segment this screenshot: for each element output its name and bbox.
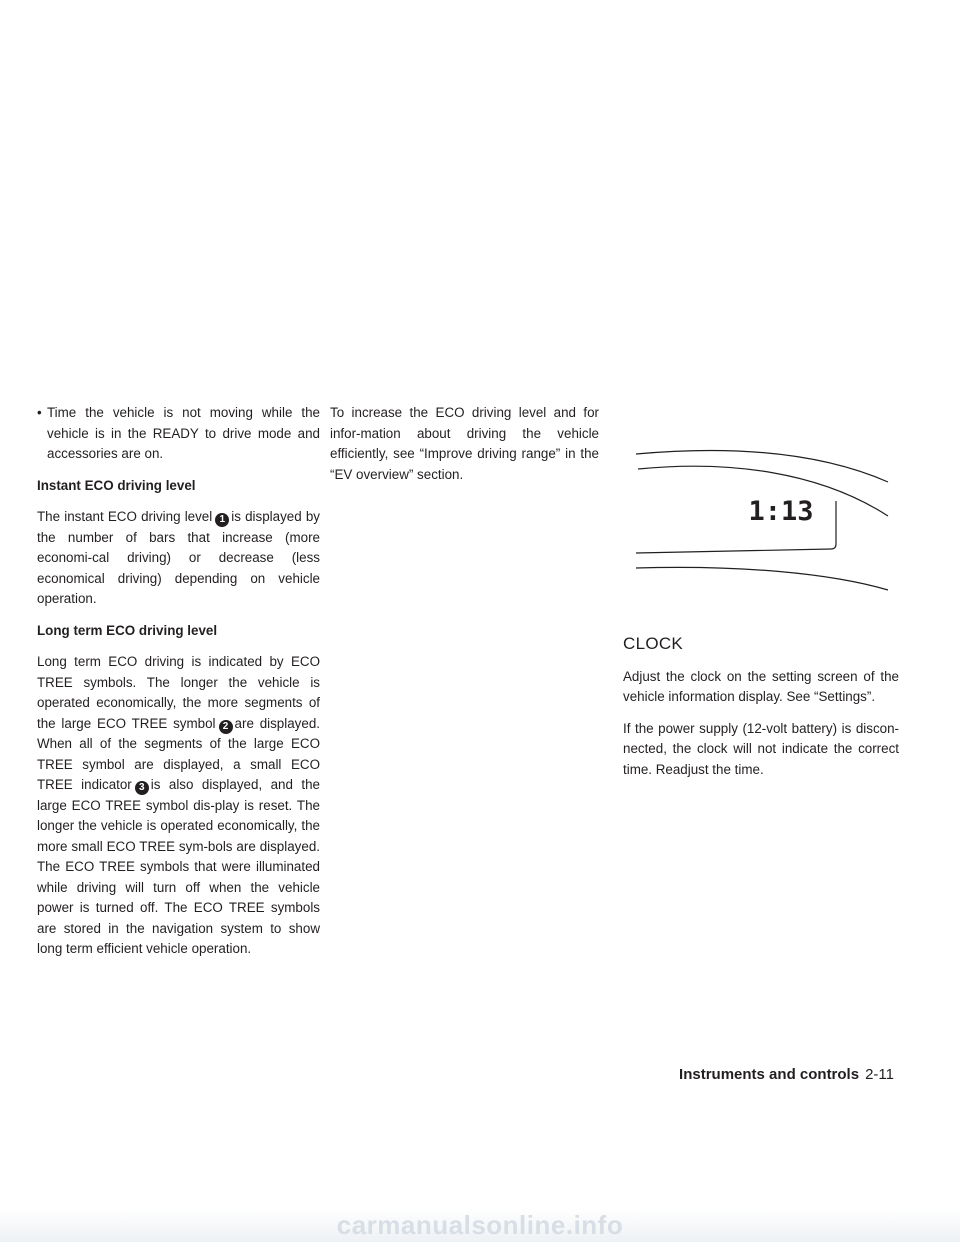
page-number: 2-11 xyxy=(865,1066,894,1083)
clock-readout: 1:13 xyxy=(748,496,814,527)
watermark-banner xyxy=(0,1208,960,1242)
long-term-eco-heading: Long term ECO driving level xyxy=(37,622,218,638)
clock-paragraph-1: Adjust the clock on the setting screen of the vehicle information display. See “Settings”. xyxy=(623,668,899,704)
bullet-mark: • xyxy=(37,405,42,420)
page-footer xyxy=(679,1066,894,1083)
bullet-text: Time the vehicle is not moving while the vehicle is in the READY to drive mode and accessories are on. xyxy=(47,405,320,461)
footer-section-name: Instruments and controls xyxy=(679,1066,860,1083)
instant-eco-paragraph xyxy=(37,507,320,610)
watermark-text: carmanualsonline.info xyxy=(336,1210,624,1240)
callout-1-icon: 1 xyxy=(215,513,229,527)
long-term-eco-paragraph xyxy=(37,652,320,960)
left-column xyxy=(37,403,320,971)
long-term-text-c: is also displayed, and the large ECO TREE symbol dis-play is reset. The longer the vehicle is operated economically, the more small ECO TREE sym-bols are displayed. The ECO TREE symbols that were illuminated while driving will turn off when the vehicle power is turned off. The ECO TREE symbols are stored in the navigation system to show long term efficient vehicle operation. xyxy=(37,777,320,956)
long-term-text-a: Long term ECO driving is indicated by ECO TREE symbols. The longer the vehicle is operated economically, the more segments of the large ECO TREE symbol xyxy=(37,654,320,731)
instant-eco-text-b: is displayed by the number of bars that increase (more economi-cal driving) or decrease (less economical driving) depending on vehicle operation. xyxy=(37,509,320,606)
callout-2-icon: 2 xyxy=(219,720,233,734)
bullet-item xyxy=(37,403,320,465)
clock-display-figure xyxy=(630,445,892,605)
instant-eco-heading: Instant ECO driving level xyxy=(37,477,196,493)
instant-eco-text-a: The instant ECO driving level xyxy=(37,509,213,524)
eco-improve-paragraph: To increase the ECO driving level and for infor-mation about driving the vehicle efficiently, see “Improve driving range” in the “EV overview” section. xyxy=(330,405,599,482)
middle-column xyxy=(330,403,599,496)
clock-paragraph-2: If the power supply (12-volt battery) is discon-nected, the clock will not indicate the correct time. Readjust the time. xyxy=(623,720,899,777)
right-column xyxy=(623,634,899,791)
long-term-text-b: are displayed. When all of the segments of the large ECO TREE symbol are displayed, a small ECO TREE indicator xyxy=(37,715,320,792)
callout-3-icon: 3 xyxy=(135,781,149,795)
display-lower-curve xyxy=(636,567,888,590)
clock-section-title: CLOCK xyxy=(623,634,684,653)
